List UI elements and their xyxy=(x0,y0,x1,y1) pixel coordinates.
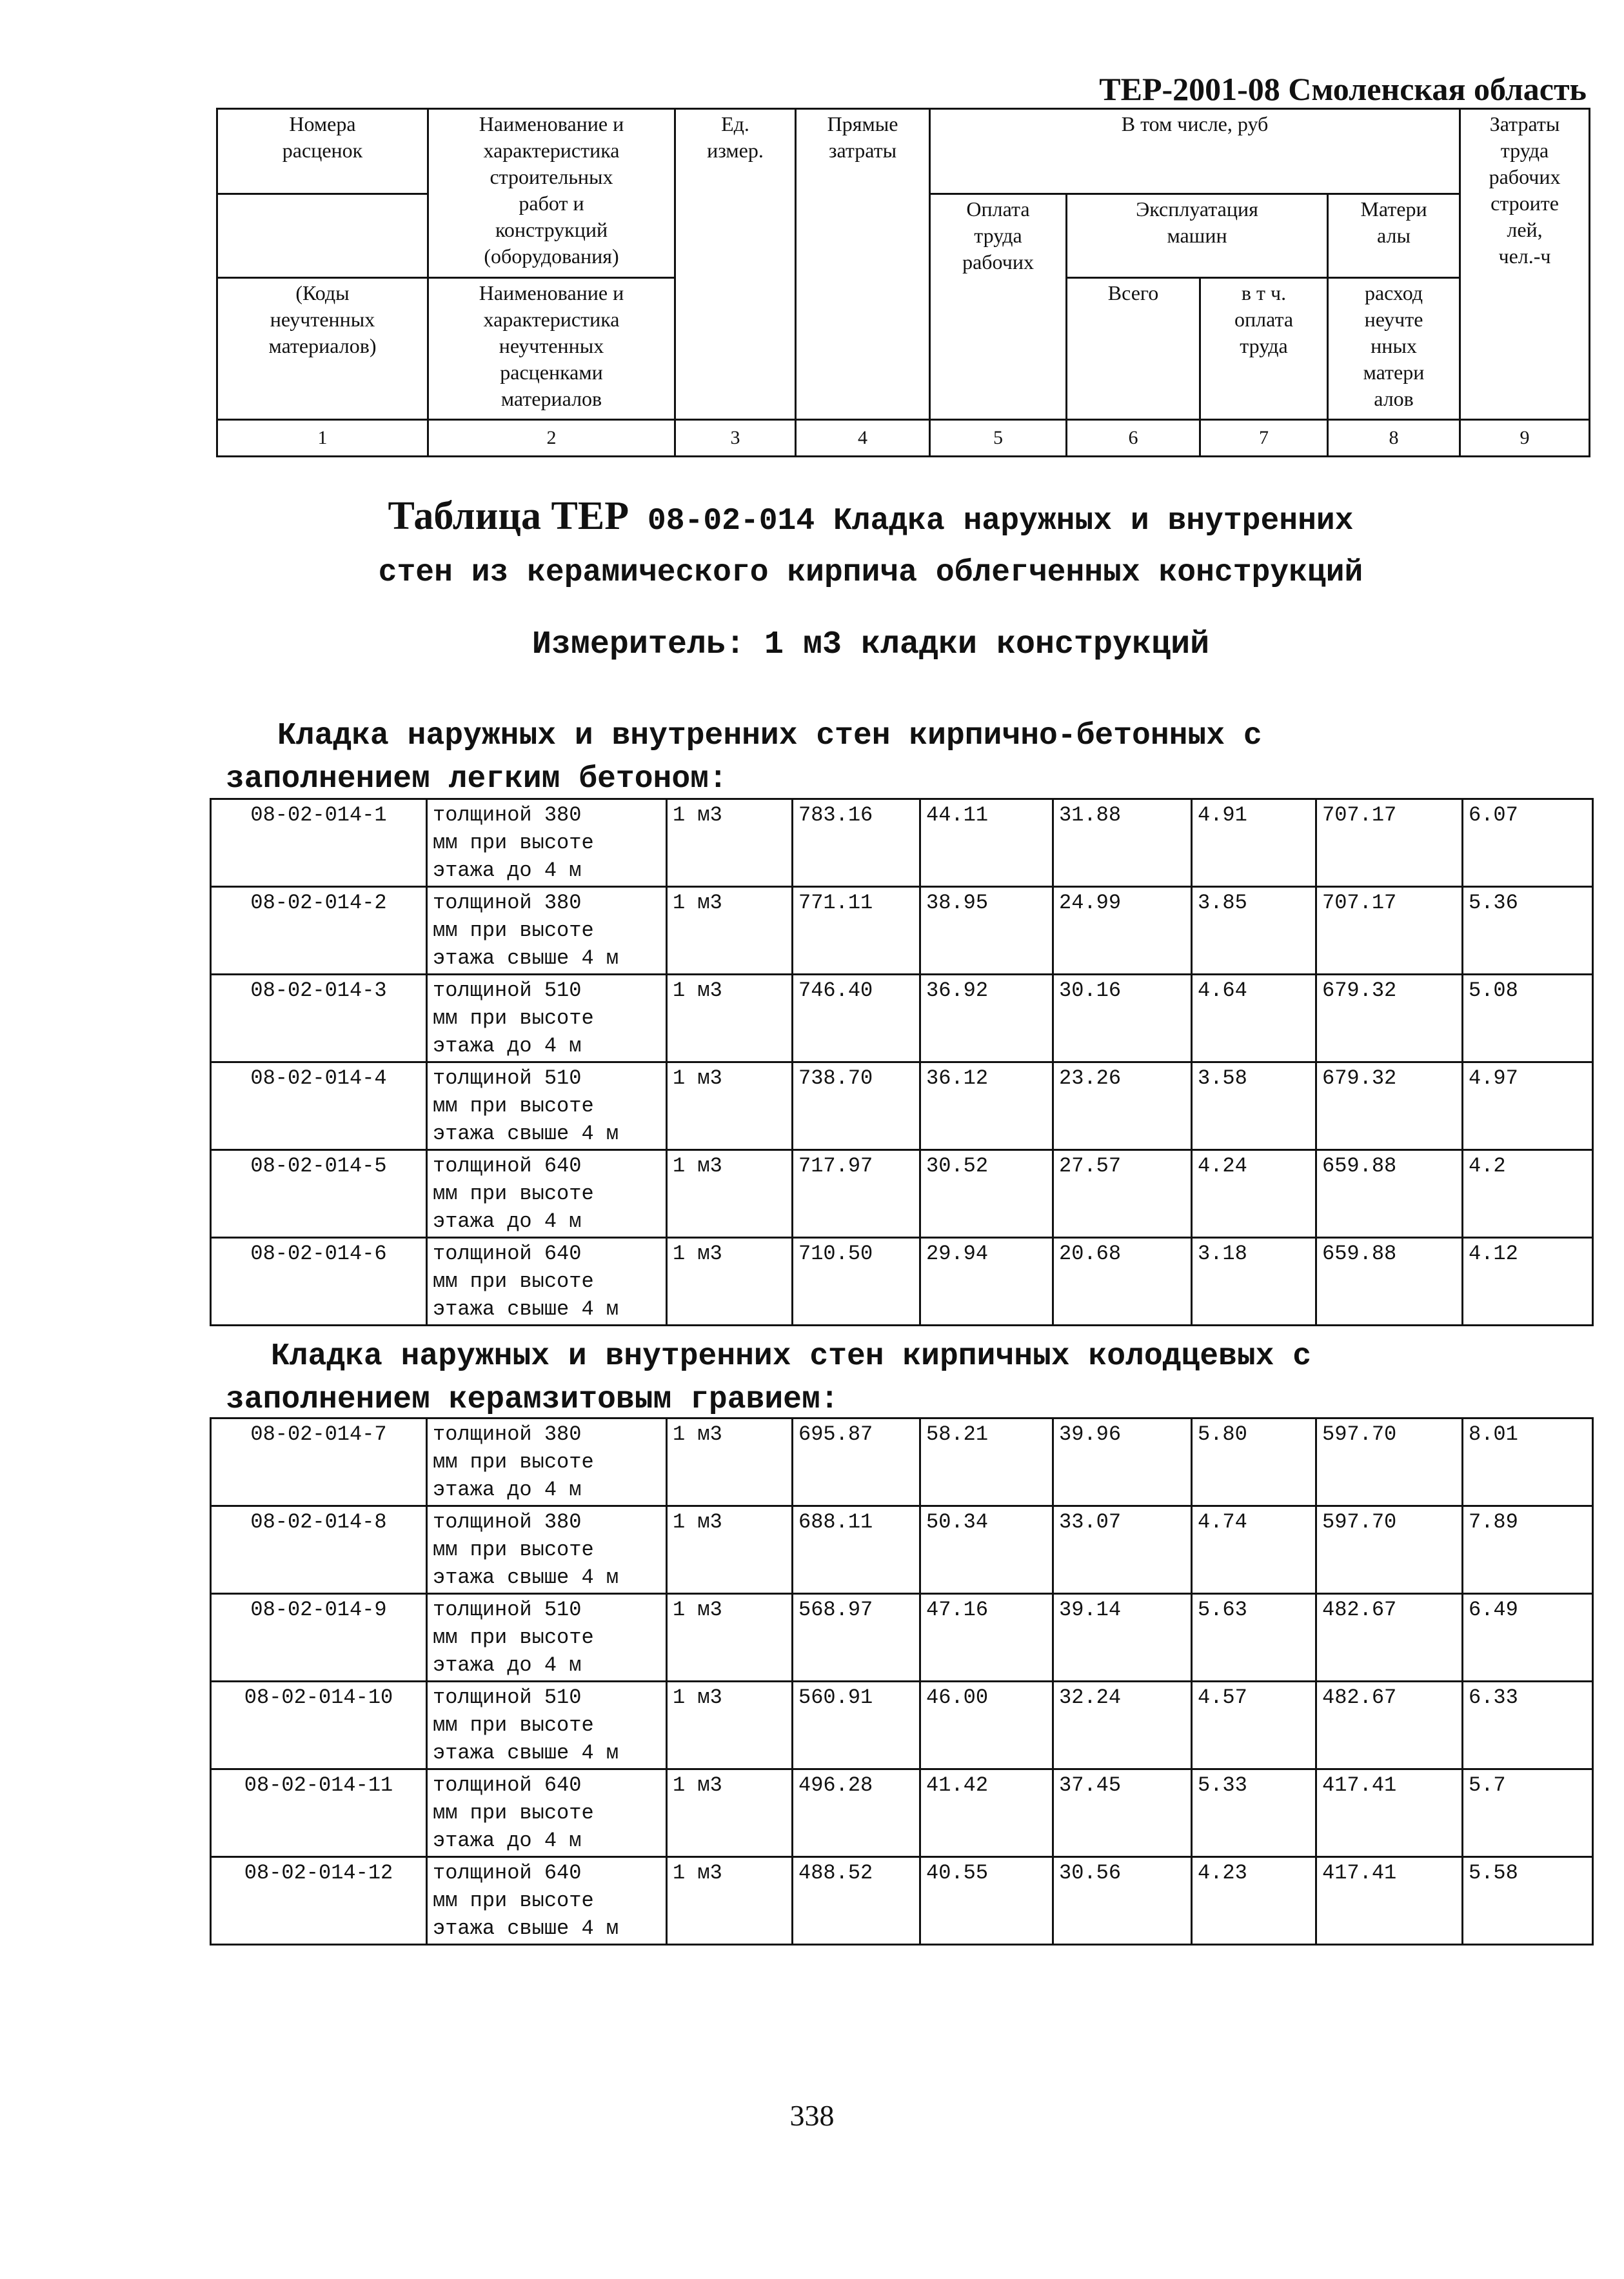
rate-code: 08-02-014-3 xyxy=(211,975,427,1062)
worker-pay: 47.16 xyxy=(920,1594,1053,1682)
materials: 707.17 xyxy=(1316,887,1463,975)
section-title-line: Кладка наружных и внутренних стен кирпичных колодцевых с xyxy=(271,1339,1312,1374)
header-unaccounted-materials xyxy=(1328,278,1460,420)
work-description xyxy=(427,1150,667,1238)
rates-table-section-1 xyxy=(210,798,1594,1326)
unit: 1 м3 xyxy=(667,1682,793,1769)
header-text: расход xyxy=(1364,281,1423,304)
work-description xyxy=(427,799,667,887)
header-rate-number xyxy=(217,109,428,194)
header-text: матери xyxy=(1363,361,1425,384)
header-text: Ед. xyxy=(721,112,749,135)
worker-pay: 44.11 xyxy=(920,799,1053,887)
section-2-title xyxy=(226,1335,1587,1422)
materials: 679.32 xyxy=(1316,1062,1463,1150)
description-line: этажа свыше 4 м xyxy=(433,1566,619,1589)
labor-costs: 5.08 xyxy=(1463,975,1593,1062)
work-description xyxy=(427,1682,667,1769)
work-description xyxy=(427,887,667,975)
work-description xyxy=(427,1769,667,1857)
header-including: В том числе, руб xyxy=(930,109,1460,194)
labor-costs: 4.12 xyxy=(1463,1238,1593,1326)
header-text: Прямые xyxy=(827,112,898,135)
rate-code: 08-02-014-11 xyxy=(211,1769,427,1857)
rate-code: 08-02-014-4 xyxy=(211,1062,427,1150)
machines-total: 39.96 xyxy=(1053,1418,1192,1506)
column-number: 3 xyxy=(675,420,796,457)
machines-total: 39.14 xyxy=(1053,1594,1192,1682)
work-description xyxy=(427,1594,667,1682)
header-text: неучтенных xyxy=(270,308,375,331)
header-blank xyxy=(217,194,428,278)
materials: 417.41 xyxy=(1316,1769,1463,1857)
worker-pay: 46.00 xyxy=(920,1682,1053,1769)
direct-costs: 568.97 xyxy=(793,1594,920,1682)
labor-costs: 6.33 xyxy=(1463,1682,1593,1769)
description-line: этажа до 4 м xyxy=(433,1034,582,1058)
worker-pay: 36.92 xyxy=(920,975,1053,1062)
unit: 1 м3 xyxy=(667,1418,793,1506)
rate-code: 08-02-014-1 xyxy=(211,799,427,887)
machines-total: 30.16 xyxy=(1053,975,1192,1062)
section-title-line: Кладка наружных и внутренних стен кирпично-бетонных с xyxy=(277,719,1262,753)
machines-total: 37.45 xyxy=(1053,1769,1192,1857)
direct-costs: 746.40 xyxy=(793,975,920,1062)
machines-pay: 4.57 xyxy=(1192,1682,1316,1769)
column-number: 1 xyxy=(217,420,428,457)
column-number: 8 xyxy=(1328,420,1460,457)
header-worker-pay xyxy=(930,194,1067,420)
materials: 679.32 xyxy=(1316,975,1463,1062)
machines-pay: 3.18 xyxy=(1192,1238,1316,1326)
header-direct-costs xyxy=(796,109,930,420)
description-line: толщиной 510 xyxy=(433,1686,582,1709)
header-text: оплата xyxy=(1234,308,1294,331)
section-title-line: заполнением керамзитовым гравием: xyxy=(226,1382,839,1417)
header-text: алы xyxy=(1377,224,1411,247)
description-line: мм при высоте xyxy=(433,1450,594,1474)
header-text: Эксплуатация xyxy=(1136,197,1258,221)
direct-costs: 688.11 xyxy=(793,1506,920,1594)
table-row xyxy=(211,1062,1593,1150)
header-text: затраты xyxy=(828,139,897,162)
machines-total: 27.57 xyxy=(1053,1150,1192,1238)
labor-costs: 7.89 xyxy=(1463,1506,1593,1594)
materials: 707.17 xyxy=(1316,799,1463,887)
labor-costs: 4.97 xyxy=(1463,1062,1593,1150)
description-line: мм при высоте xyxy=(433,919,594,942)
description-line: этажа свыше 4 м xyxy=(433,1741,619,1765)
rate-code: 08-02-014-5 xyxy=(211,1150,427,1238)
unit: 1 м3 xyxy=(667,975,793,1062)
header-text: строительных xyxy=(490,165,613,188)
worker-pay: 38.95 xyxy=(920,887,1053,975)
table-row xyxy=(211,1238,1593,1326)
direct-costs: 560.91 xyxy=(793,1682,920,1769)
work-description xyxy=(427,1506,667,1594)
unit: 1 м3 xyxy=(667,1062,793,1150)
header-text: (Коды xyxy=(295,281,350,304)
header-text: характеристика xyxy=(483,139,620,162)
description-line: этажа свыше 4 м xyxy=(433,946,619,970)
description-line: этажа свыше 4 м xyxy=(433,1916,619,1940)
unit: 1 м3 xyxy=(667,799,793,887)
description-line: этажа до 4 м xyxy=(433,859,582,882)
meter-line: Измеритель: 1 м3 кладки конструкций xyxy=(531,626,1210,663)
unit: 1 м3 xyxy=(667,1150,793,1238)
worker-pay: 58.21 xyxy=(920,1418,1053,1506)
direct-costs: 488.52 xyxy=(793,1857,920,1945)
rate-code: 08-02-014-12 xyxy=(211,1857,427,1945)
header-unit xyxy=(675,109,796,420)
table-row xyxy=(211,1857,1593,1945)
description-line: мм при высоте xyxy=(433,1182,594,1206)
table-row xyxy=(211,1418,1593,1506)
table-row xyxy=(211,799,1593,887)
machines-pay: 4.24 xyxy=(1192,1150,1316,1238)
header-text: в т ч. xyxy=(1241,281,1287,304)
column-number: 6 xyxy=(1067,420,1200,457)
header-text: лей, xyxy=(1507,218,1543,241)
header-labor-costs xyxy=(1460,109,1590,420)
description-line: мм при высоте xyxy=(433,1713,594,1737)
column-number: 2 xyxy=(428,420,675,457)
header-text: Затраты xyxy=(1489,112,1560,135)
header-text: Наименование и xyxy=(479,281,624,304)
description-line: толщиной 510 xyxy=(433,1598,582,1622)
table-row xyxy=(211,1682,1593,1769)
work-description xyxy=(427,975,667,1062)
rate-code: 08-02-014-10 xyxy=(211,1682,427,1769)
direct-costs: 695.87 xyxy=(793,1418,920,1506)
work-description xyxy=(427,1062,667,1150)
header-text: характеристика xyxy=(483,308,620,331)
header-text: рабочих xyxy=(1489,165,1561,188)
table-row xyxy=(211,887,1593,975)
work-description xyxy=(427,1857,667,1945)
description-line: мм при высоте xyxy=(433,1006,594,1030)
materials: 659.88 xyxy=(1316,1238,1463,1326)
table-title-prefix: Таблица ТЕР xyxy=(388,494,629,538)
header-machines-total: Всего xyxy=(1067,278,1200,420)
machines-total: 31.88 xyxy=(1053,799,1192,887)
table-title-rest: 08-02-014 Кладка наружных и внутренних xyxy=(647,504,1354,539)
machines-pay: 4.91 xyxy=(1192,799,1316,887)
unit: 1 м3 xyxy=(667,1769,793,1857)
unit: 1 м3 xyxy=(667,887,793,975)
rate-code: 08-02-014-7 xyxy=(211,1418,427,1506)
description-line: мм при высоте xyxy=(433,1889,594,1913)
header-text: строите xyxy=(1490,192,1559,215)
header-text: труда xyxy=(1500,139,1549,162)
description-line: мм при высоте xyxy=(433,1538,594,1562)
header-text: неучтенных xyxy=(499,334,604,357)
description-line: толщиной 380 xyxy=(433,891,582,915)
description-line: толщиной 510 xyxy=(433,979,582,1002)
materials: 417.41 xyxy=(1316,1857,1463,1945)
document-header: ТЕР-2001-08 Смоленская область xyxy=(1099,71,1587,107)
section-1-title xyxy=(226,715,1587,801)
header-text: конструкций xyxy=(495,218,608,241)
table-title xyxy=(193,490,1548,599)
header-text: Оплата xyxy=(966,197,1030,221)
labor-costs: 5.36 xyxy=(1463,887,1593,975)
description-line: этажа до 4 м xyxy=(433,1478,582,1502)
header-text: Наименование и xyxy=(479,112,624,135)
description-line: этажа свыше 4 м xyxy=(433,1297,619,1321)
machines-total: 24.99 xyxy=(1053,887,1192,975)
work-description xyxy=(427,1238,667,1326)
direct-costs: 783.16 xyxy=(793,799,920,887)
column-number: 7 xyxy=(1200,420,1328,457)
column-header-table xyxy=(216,108,1590,457)
machines-pay: 5.80 xyxy=(1192,1418,1316,1506)
direct-costs: 717.97 xyxy=(793,1150,920,1238)
direct-costs: 771.11 xyxy=(793,887,920,975)
description-line: толщиной 640 xyxy=(433,1773,582,1797)
machines-pay: 5.33 xyxy=(1192,1769,1316,1857)
header-text: труда xyxy=(1240,334,1288,357)
machines-pay: 5.63 xyxy=(1192,1594,1316,1682)
machines-total: 23.26 xyxy=(1053,1062,1192,1150)
rate-code: 08-02-014-8 xyxy=(211,1506,427,1594)
machines-pay: 3.58 xyxy=(1192,1062,1316,1150)
machines-pay: 4.23 xyxy=(1192,1857,1316,1945)
description-line: толщиной 640 xyxy=(433,1154,582,1178)
description-line: этажа до 4 м xyxy=(433,1209,582,1233)
labor-costs: 6.07 xyxy=(1463,799,1593,887)
materials: 482.67 xyxy=(1316,1682,1463,1769)
labor-costs: 6.49 xyxy=(1463,1594,1593,1682)
description-line: толщиной 380 xyxy=(433,1510,582,1534)
section-title-line: заполнением легким бетоном: xyxy=(226,762,728,797)
header-text: неучте xyxy=(1364,308,1423,331)
rate-code: 08-02-014-9 xyxy=(211,1594,427,1682)
column-number: 9 xyxy=(1460,420,1590,457)
machines-total: 20.68 xyxy=(1053,1238,1192,1326)
table-title-line-1 xyxy=(193,490,1548,547)
header-text: работ и xyxy=(519,192,584,215)
direct-costs: 496.28 xyxy=(793,1769,920,1857)
description-line: толщиной 510 xyxy=(433,1066,582,1090)
header-work-name xyxy=(428,109,675,278)
unit: 1 м3 xyxy=(667,1506,793,1594)
direct-costs: 738.70 xyxy=(793,1062,920,1150)
table-row xyxy=(211,1506,1593,1594)
machines-total: 32.24 xyxy=(1053,1682,1192,1769)
worker-pay: 29.94 xyxy=(920,1238,1053,1326)
description-line: этажа до 4 м xyxy=(433,1829,582,1853)
description-line: толщиной 640 xyxy=(433,1861,582,1885)
worker-pay: 30.52 xyxy=(920,1150,1053,1238)
column-number: 4 xyxy=(796,420,930,457)
work-description xyxy=(427,1418,667,1506)
description-line: толщиной 640 xyxy=(433,1242,582,1266)
machines-total: 30.56 xyxy=(1053,1857,1192,1945)
description-line: мм при высоте xyxy=(433,1801,594,1825)
table-title-line-2: стен из керамического кирпича облегченных конструкций xyxy=(378,555,1363,590)
description-line: мм при высоте xyxy=(433,1269,594,1293)
rate-code: 08-02-014-2 xyxy=(211,887,427,975)
description-line: мм при высоте xyxy=(433,831,594,855)
header-text: материалов) xyxy=(268,334,377,357)
direct-costs: 710.50 xyxy=(793,1238,920,1326)
unit: 1 м3 xyxy=(667,1238,793,1326)
unit: 1 м3 xyxy=(667,1857,793,1945)
materials: 659.88 xyxy=(1316,1150,1463,1238)
page-number: 338 xyxy=(789,2099,835,2132)
materials: 482.67 xyxy=(1316,1594,1463,1682)
description-line: мм при высоте xyxy=(433,1626,594,1649)
table-row xyxy=(211,1769,1593,1857)
header-text: материалов xyxy=(500,387,602,410)
table-row xyxy=(211,1150,1593,1238)
header-text: Номера xyxy=(289,112,356,135)
header-text: алов xyxy=(1374,387,1414,410)
header-text: Матери xyxy=(1360,197,1427,221)
header-text: чел.-ч xyxy=(1498,244,1551,268)
header-materials xyxy=(1328,194,1460,278)
header-material-names xyxy=(428,278,675,420)
rates-table-section-2 xyxy=(210,1417,1594,1946)
header-material-codes xyxy=(217,278,428,420)
materials: 597.70 xyxy=(1316,1418,1463,1506)
description-line: этажа свыше 4 м xyxy=(433,1122,619,1146)
machines-pay: 3.85 xyxy=(1192,887,1316,975)
rate-code: 08-02-014-6 xyxy=(211,1238,427,1326)
table-row xyxy=(211,1594,1593,1682)
labor-costs: 8.01 xyxy=(1463,1418,1593,1506)
header-text: расценок xyxy=(282,139,363,162)
header-text: расценками xyxy=(500,361,603,384)
machines-total: 33.07 xyxy=(1053,1506,1192,1594)
header-text: машин xyxy=(1167,224,1227,247)
worker-pay: 40.55 xyxy=(920,1857,1053,1945)
description-line: толщиной 380 xyxy=(433,803,582,827)
header-text: измер. xyxy=(707,139,764,162)
header-machine-operation xyxy=(1067,194,1328,278)
header-machines-pay xyxy=(1200,278,1328,420)
description-line: этажа до 4 м xyxy=(433,1653,582,1677)
machines-pay: 4.74 xyxy=(1192,1506,1316,1594)
labor-costs: 5.58 xyxy=(1463,1857,1593,1945)
table-row xyxy=(211,975,1593,1062)
header-text: нных xyxy=(1371,334,1417,357)
header-text: труда xyxy=(974,224,1022,247)
labor-costs: 4.2 xyxy=(1463,1150,1593,1238)
worker-pay: 41.42 xyxy=(920,1769,1053,1857)
worker-pay: 36.12 xyxy=(920,1062,1053,1150)
header-text: рабочих xyxy=(962,250,1034,274)
labor-costs: 5.7 xyxy=(1463,1769,1593,1857)
machines-pay: 4.64 xyxy=(1192,975,1316,1062)
unit: 1 м3 xyxy=(667,1594,793,1682)
description-line: мм при высоте xyxy=(433,1094,594,1118)
column-number: 5 xyxy=(930,420,1067,457)
worker-pay: 50.34 xyxy=(920,1506,1053,1594)
description-line: толщиной 380 xyxy=(433,1422,582,1446)
materials: 597.70 xyxy=(1316,1506,1463,1594)
header-text: (оборудования) xyxy=(484,244,619,268)
